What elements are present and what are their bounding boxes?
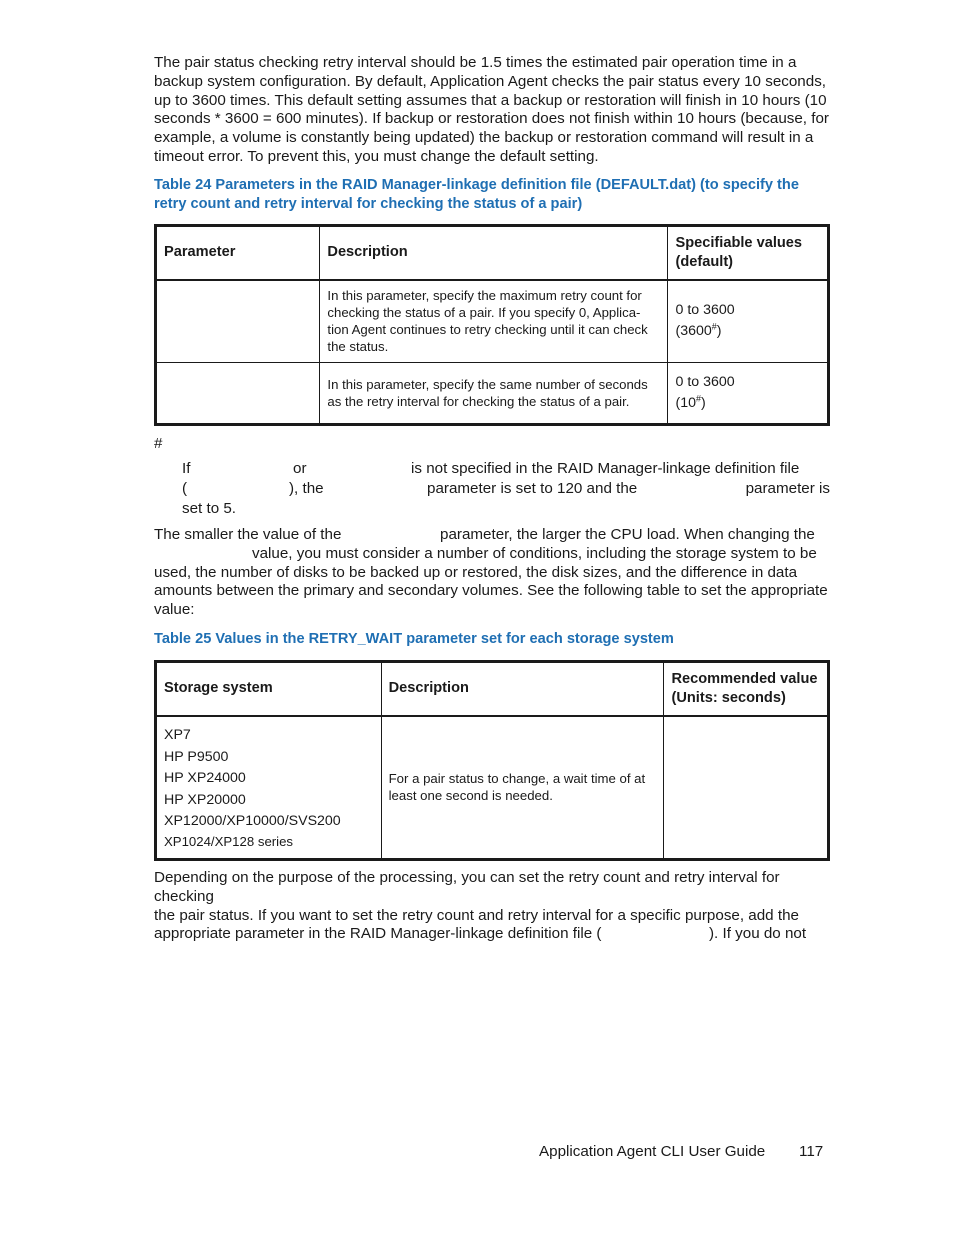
closing-paragraph: Depending on the purpose of the processing, you can set the retry count and retry interval for checking the pair status. If you want to set the retry count and retry interval for a specific purpose, add the appropriate parameter in the RAID Manager-linkage definition file ( ). If you do not — [154, 869, 807, 943]
page-number: 117 — [799, 1143, 824, 1160]
note-mark: # — [154, 435, 163, 452]
table24-caption: Table 24 Parameters in the RAID Manager-linkage definition file (DEFAULT.dat) (to specify the retry count and retry interval for checking the status of a pair) — [154, 177, 799, 212]
table24-header-values: Specifiable values (default) — [668, 226, 829, 280]
table25-caption: Table 25 Values in the RETRY_WAIT parameter set for each storage system — [154, 631, 674, 647]
table-row — [156, 280, 829, 363]
table25-header-description: Description — [381, 662, 664, 716]
table24-row2-default: (10#) — [675, 393, 706, 411]
table25-header-recommended: Recommended value (Units: seconds) — [664, 662, 829, 716]
table25 — [154, 660, 830, 861]
table25-header-row — [156, 662, 829, 716]
table24-row2-parameter — [156, 363, 320, 425]
footer-guide-title: Application Agent CLI User Guide — [539, 1143, 766, 1160]
list-item: HP P9500 — [164, 748, 229, 765]
table24-row1-values — [668, 280, 829, 363]
list-item: HP XP24000 — [164, 770, 246, 786]
table25-header-storage: Storage system — [156, 662, 382, 716]
table24-header-row — [156, 226, 829, 280]
list-item: XP1024/XP128 series — [164, 833, 294, 849]
list-item: HP XP20000 — [164, 791, 246, 808]
table24-row1-parameter — [156, 280, 320, 363]
table24 — [154, 224, 830, 426]
cpu-load-paragraph: The smaller the value of the parameter, the larger the CPU load. When changing the value, you must consider a number of conditions, including the storage system to be used, the number of disks to be backed up or restored, the disk sizes, and the difference in data amounts between the primary and secondary volumes. See the following table to set the appropriate value: — [154, 526, 828, 619]
note-text: If or is not specified in the RAID Manager-linkage definition file ( ), the parameter is set to 120 and the parameter is set to 5. — [182, 460, 830, 517]
list-item: XP7 — [164, 727, 191, 743]
table24-header-parameter: Parameter — [156, 226, 320, 280]
table25-description: For a pair status to change, a wait time of at least one second is needed. — [381, 716, 664, 860]
list-item: XP12000/XP10000/SVS200 — [164, 813, 341, 829]
table24-row2-description: In this parameter, specify the same number of seconds as the retry interval for checking the status of a pair. — [320, 363, 668, 425]
table24-row1-range: 0 to 3600 — [675, 301, 735, 318]
table-row — [156, 363, 829, 425]
table24-row1-description: In this parameter, specify the maximum retry count for checking the status of a pair. If you specify 0, Applica-tion Agent continues to retry checking until it can check the status. — [320, 280, 668, 363]
table25-storage-systems — [156, 716, 382, 860]
table24-row2-range: 0 to 3600 — [675, 373, 735, 390]
table24-row1-default: (3600#) — [675, 321, 722, 340]
table25-recommended — [664, 716, 829, 860]
intro-paragraph: The pair status checking retry interval should be 1.5 times the estimated pair operation time in a backup system configuration. By default, Application Agent checks the pair status every 10 seconds, up to 3600 times. This default setting assumes that a backup or restoration will finish in 10 hours (10 seconds * 3600 = 600 minutes). If backup or restoration does not finish within 10 hours (because, for example, a volume is constantly being updated) the backup or restoration command will result in a timeout error. To prevent this, you must change the default setting. — [154, 54, 829, 165]
table-row — [156, 716, 829, 860]
table24-row2-values — [668, 363, 829, 425]
table24-header-description: Description — [320, 226, 668, 280]
